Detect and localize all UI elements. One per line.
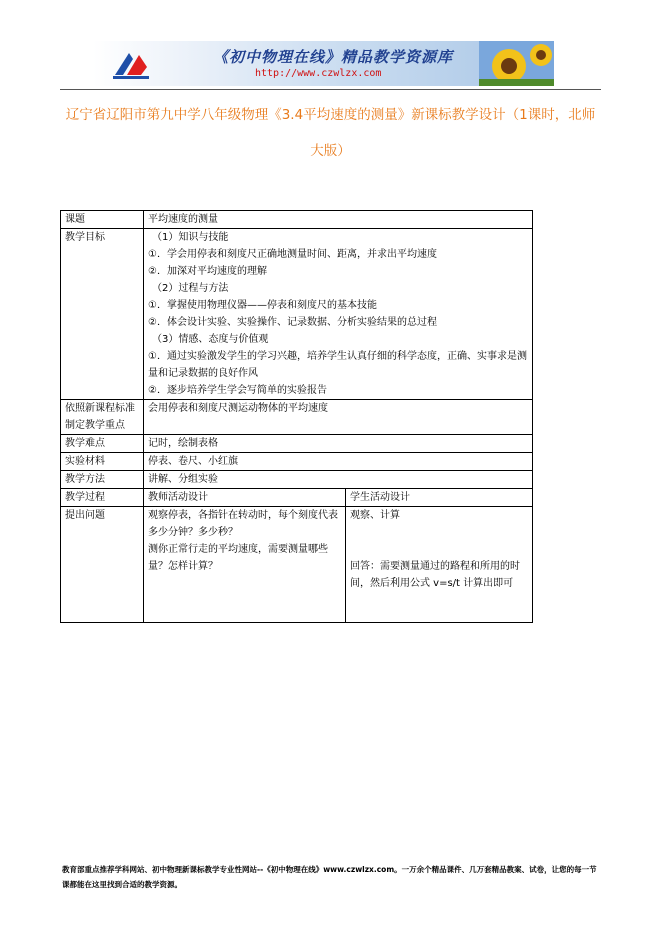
table-row: [61, 489, 533, 507]
difficulty-label: 教学难点: [61, 435, 144, 453]
goal-line: ①．掌握使用物理仪器——停表和刻度尺的基本技能: [148, 300, 377, 311]
table-row: [61, 435, 533, 453]
banner-url[interactable]: http://www.czwlzx.com: [255, 68, 382, 79]
table-row: [61, 471, 533, 489]
footer-note: 教育部重点推荐学科网站、初中物理新课标教学专业性网站--《初中物理在线》www.czwlzx.com。一万余个精品课件、几万套精品教案、试卷，让您的每一节课都能在这里找到合适的教学资源。: [62, 865, 597, 889]
table-row: [61, 400, 533, 435]
question-label: 提出问题: [61, 507, 144, 623]
topic-label: 课题: [61, 211, 144, 229]
materials-label: 实验材料: [61, 453, 144, 471]
table-row: [61, 507, 533, 623]
site-logo-icon: [111, 45, 151, 83]
goal-line: （1）知识与技能: [152, 232, 229, 243]
goal-line: ②．体会设计实验、实验操作、记录数据、分析实验结果的总过程: [148, 317, 437, 328]
site-banner: [93, 41, 554, 86]
goal-line: ①．学会用停表和刻度尺正确地测量时间、距离，并求出平均速度: [148, 249, 437, 260]
key-value: 会用停表和刻度尺测运动物体的平均速度: [144, 400, 533, 435]
header-rule: [60, 89, 601, 90]
student-header: 学生活动设计: [346, 489, 533, 507]
goal-line: （2）过程与方法: [152, 283, 229, 294]
goals-cell: [144, 229, 533, 400]
document-title: 辽宁省辽阳市第九中学八年级物理《3.4平均速度的测量》新课标教学设计（1课时，北师大版）: [65, 107, 596, 159]
banner-title: 《初中物理在线》精品教学资源库: [213, 48, 454, 66]
student-line: 回答：需要测量通过的路程和所用的时间，然后利用公式 v=s/t 计算出即可: [350, 561, 520, 589]
goal-line: ①．通过实验激发学生的学习兴趣，培养学生认真仔细的科学态度，正确、实事求是测量和记录数据的良好作风: [148, 351, 527, 379]
table-row: [61, 453, 533, 471]
method-value: 讲解、分组实验: [144, 471, 533, 489]
goals-label: 教学目标: [61, 229, 144, 400]
teacher-header: 教师活动设计: [144, 489, 346, 507]
teacher-activity-cell: [144, 507, 346, 623]
goal-line: ②．加深对平均速度的理解: [148, 266, 267, 277]
goal-line: ②．逐步培养学生学会写简单的实验报告: [148, 385, 327, 396]
student-activity-cell: [346, 507, 533, 623]
materials-value: 停表、卷尺、小红旗: [144, 453, 533, 471]
process-label: 教学过程: [61, 489, 144, 507]
table-row: [61, 229, 533, 400]
method-label: 教学方法: [61, 471, 144, 489]
topic-value: 平均速度的测量: [144, 211, 533, 229]
teacher-line: 测你正常行走的平均速度，需要测量哪些量？怎样计算？: [148, 544, 328, 572]
goal-line: （3）情感、态度与价值观: [152, 334, 269, 345]
lesson-plan-table: [60, 210, 533, 623]
student-line: 观察、计算: [350, 510, 400, 521]
key-label: 依照新课程标准制定教学重点: [61, 400, 144, 435]
teacher-line: 观察停表，各指针在转动时，每个刻度代表多少分钟？多少秒？: [148, 510, 338, 538]
sunflower-icon: [479, 41, 554, 86]
difficulty-value: 记时，绘制表格: [144, 435, 533, 453]
table-row: [61, 211, 533, 229]
